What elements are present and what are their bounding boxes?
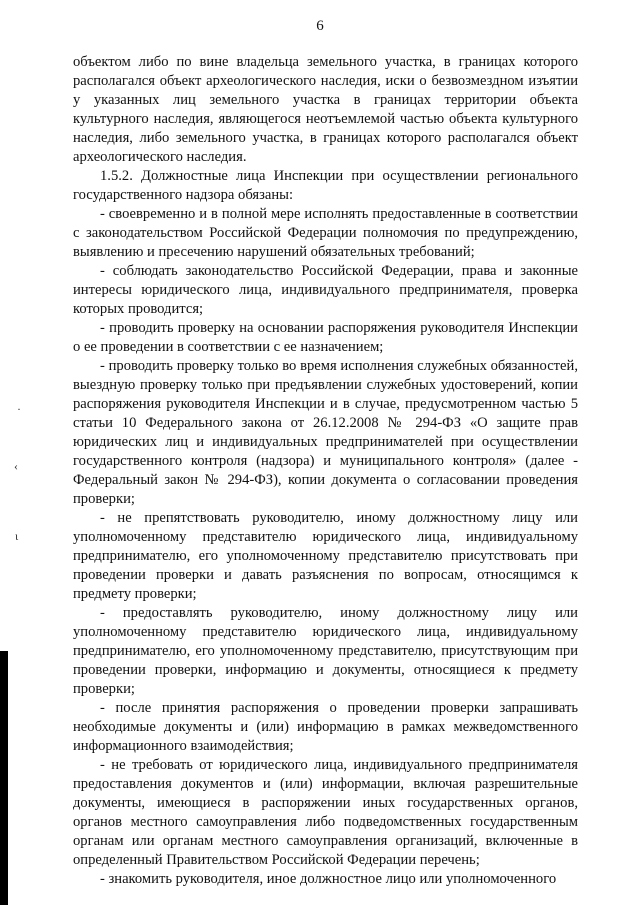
scan-speck: · [17, 402, 21, 416]
paragraph: - своевременно и в полной мере исполнять предоставленные в соответствии с законодательством Российской Федерации полномочия по предупреждению, выявлению и пресечению нарушений обязательных требований; [73, 206, 578, 260]
scan-speck: ι [15, 529, 19, 543]
paragraph: - после принятия распоряжения о проведении проверки запрашивать необходимые документы и (или) информацию в рамках межведомственного информационного взаимодействия; [73, 700, 578, 754]
paragraph: - не требовать от юридического лица, индивидуального предпринимателя предоставления документов и (или) информации, включая разрешительные документы, имеющиеся в распоряжении иных государственных органов, органов местного самоуправления либо подведомственных государственным органам или органам местного самоуправления организаций, включенные в определенный Правительством Российской Федерации перечень; [73, 757, 578, 868]
paragraph: 1.5.2. Должностные лица Инспекции при осуществлении регионального государственного надзора обязаны: [73, 168, 578, 203]
paragraph: - соблюдать законодательство Российской Федерации, права и законные интересы юридического лица, индивидуального предпринимателя, проверка которых проводится; [73, 263, 578, 317]
paragraph: - знакомить руководителя, иное должностное лицо или уполномоченного [100, 871, 557, 887]
page-number: 6 [316, 18, 324, 34]
paragraph: - проводить проверку на основании распоряжения руководителя Инспекции о ее проведении в соответствии с ее назначением; [73, 320, 578, 355]
document-body [73, 53, 578, 889]
paragraph: - не препятствовать руководителю, иному должностному лицу или уполномоченному представителю юридического лица, индивидуальному предпринимателю, его уполномоченному представителю присутствовать при проведении проверки и давать разъяснения по вопросам, относящимся к предмету проверки; [73, 510, 578, 602]
paragraph: - предоставлять руководителю, иному должностному лицу или уполномоченному представителю юридического лица, индивидуальному предпринимателю, его уполномоченному представителю, присутствующим при проведении проверки, информацию и документы, относящиеся к предмету проверки; [73, 605, 578, 697]
scan-edge-bar [0, 651, 8, 905]
paragraph: - проводить проверку только во время исполнения служебных обязанностей, выездную проверку только при предъявлении служебных удостоверений, копии распоряжения руководителя Инспекции и в случае, предусмотренном частью 5 статьи 10 Федерального закона от 26.12.2008 № 294-ФЗ «О защите прав юридических лиц и индивидуальных предпринимателей при осуществлении государственного контроля (надзора) и муниципального контроля» (далее - Федеральный закон № 294-ФЗ), копии документа о согласовании проведения проверки; [73, 358, 578, 507]
scan-speck: ‹ [14, 459, 18, 473]
paragraph: объектом либо по вине владельца земельного участка, в границах которого располагался объект археологического наследия, иски о безвозмездном изъятии у указанных лиц земельного участка в границах территории объекта культурного наследия, являющегося неотъемлемой частью объекта культурного наследия, либо земельного участка, в границах которого располагался объект археологического наследия. [73, 54, 578, 165]
